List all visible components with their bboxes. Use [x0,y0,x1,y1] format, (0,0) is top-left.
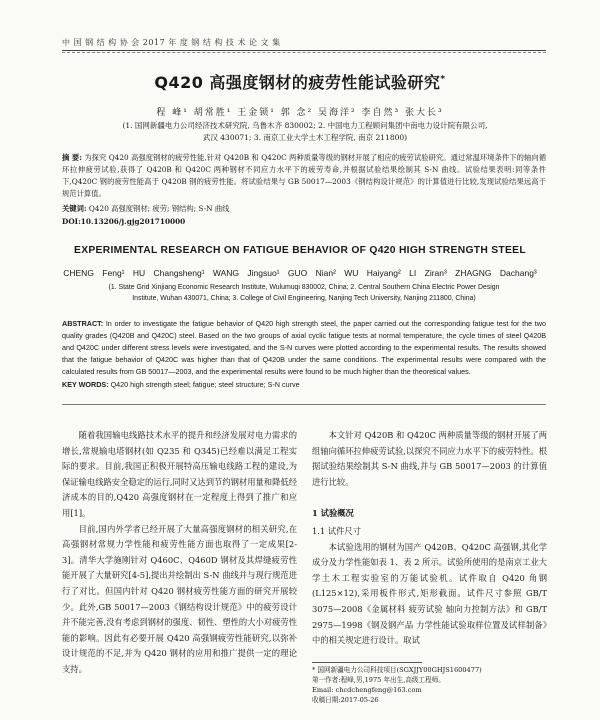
body-paragraph: 目前,国内外学者已经开展了大量高强度钢材的相关研究,在高强钢材常规力学性能和疲劳性能方面也取得了一定成果[2-3]。清华大学施刚针对 Q460C、Q460D 钢材及其焊缝疲劳性能开展了大量研究[4-5],提出并绘制出 S-N 曲线并与现行规范进行了对比。但国内针对 Q420 钢材疲劳性能方面的研究开展较少。此外,GB 50017—2003《钢结构设计规范》中的疲劳设计并不能完善,没有考虑到钢材的强度、韧性、塑性的大小对疲劳性能的影响。因此有必要开展 Q420 高强钢疲劳性能研究,以弥补设计规范的不足,并为 Q420 钢材的应用和推广提供一定的理论支持。 [62,523,297,674]
keywords-label: KEY WORDS: [62,380,109,389]
paper-title-en: EXPERIMENTAL RESEARCH ON FATIGUE BEHAVIOR OF Q420 HIGH STRENGTH STEEL [74,245,526,256]
subsection-heading: 1.1 试件尺寸 [312,525,362,536]
keywords-label: 关键词: [62,204,87,213]
paper-title-cn [0,70,600,93]
footnote-line: * 国网新疆电力公司科技项目(SGXJJY00GHJS1600477) [312,666,482,674]
running-header: 中 国 钢 结 构 协 会 2017 年 度 钢 结 构 技 术 论 文 集 [62,38,281,47]
abstract-en [62,318,546,378]
body-column-left [62,428,297,678]
affiliations-en [70,282,538,304]
body-column-right [312,428,547,649]
header-rule-dashed [62,52,546,53]
abstract-label: ABSTRACT: [62,319,104,328]
authors-en: CHENG Feng¹ HU Changsheng¹ WANG Jingsuo¹ GUO Nian² WU Haiyang² LI Ziran³ ZHAGNG Dachang³ [63,268,537,278]
keywords-text: Q420 高强度钢材; 疲劳; 钢结构; S-N 曲线 [88,204,230,213]
affiliations-cn [70,120,540,144]
title-footnote-mark: * [440,74,446,85]
body-paragraph: 本试验选用的钢材为国产 Q420B、Q420C 高强钢,其化学成分及力学性能如表 1、表 2 所示。试验所使用的是南京工业大学土木工程实验室的万能试验机。试件取自 Q420 角钢(L125×12),采用板件形式,矩形截面。试件尺寸参照 GB/T 3075—2008《金属材料 疲劳试验 轴向力控制方法》和 GB/T 2975—1998《钢及钢产品 力学性能试验取样位置及试样制备》中的相关规定进行设计。取试 [312,541,547,646]
keywords-en [62,379,546,391]
abstract-text: 为探究 Q420 高强度钢材的疲劳性能,针对 Q420B 和 Q420C 两种质量等级的钢材开展了相应的疲劳试验研究。通过常温环境条件下的轴向循环拉伸疲劳试验,获得了 Q420B 和 Q420C 两种钢材不同应力水平下的疲劳寿命,并根据试验结果绘制其 S-N 曲线。试验结果表明:同等条件下,Q420C 钢的疲劳性能高于 Q420B 钢的疲劳性能。将试验结果与 GB 50017—2003《钢结构设计规范》的计算值进行比较,发现试验结果远高于规范计算值。 [62,153,546,198]
keywords-cn [62,203,546,215]
abstract-label: 摘 要: [62,153,82,162]
doi: DOI:10.13206/j.gjg201710000 [62,217,186,226]
section-divider [62,404,546,405]
affiliation-line: (1. 国网新疆电力公司经济技术研究院, 乌鲁木齐 830002; 2. 中国电力工程顾问集团中南电力设计院有限公司, [122,121,488,130]
abstract-cn [62,152,546,200]
abstract-text: In order to investigate the fatigue behavior of Q420 high strength steel, the paper carried out the corresponding fatigue test for the two quality grades (Q420B and Q420C) steel. Based on the two groups of axial cyclic fatigue tests at normal temperature, the cycle times of steel Q420B and Q420C under different stress levels were investigated, and the S-N curves were plotted according to the experimental results. The results showed that the fatigue behavior of Q420C was higher than that of Q420B under the same conditions. The experimental results were compared with the calculated results from GB 50017—2003, and the experimental results were found to be much higher than the theoretical values. [62,319,546,376]
keywords-text: Q420 high strength steel; fatigue; steel structure; S-N curve [110,380,300,389]
authors-cn: 程 峰¹ 胡常胜¹ 王金锁¹ 郭 念² 吴海洋² 李自然³ 张大长³ [156,108,444,118]
section-heading: 1 试验概况 [312,508,354,519]
footnote-line: 第一作者:程峰,男,1975 年出生,高级工程师。 [312,676,445,684]
footnote-rule [312,662,422,663]
footnote-line: Email: chcdchengfeng@163.com [312,686,422,694]
affiliation-line: (1. State Grid Xinjiang Economic Research Institute, Wulumuqi 830002, China; 2. Central Southern China Electric Power Design [108,284,500,291]
affiliation-line: 武汉 430071; 3. 南京工业大学土木工程学院, 南京 211800) [202,133,408,142]
header-rule [62,50,546,51]
body-paragraph: 随着我国输电线路技术水平的提升和经济发展对电力需求的增长,常规输电塔钢材(如 Q235 和 Q345)已经难以满足工程实际的要求。目前,我国正积极开展特高压输电线路工程的建设,为保证输电线路安全稳定的运行,同时又达到节约钢材用量和降低经济成本的目的,Q420 高强度钢材在一定程度上得到了推广和应用[1]。 [62,430,297,518]
footnotes [312,665,547,705]
affiliation-line: Institute, Wuhan 430071, China; 3. College of Civil Engineering, Nanjing Tech University, Nanjing 211800, China) [132,295,476,302]
body-paragraph: 本文针对 Q420B 和 Q420C 两种质量等级的钢材开展了两组轴向循环拉伸疲劳试验,以探究不同应力水平下的疲劳特性。根据试验结果绘制其 S-N 曲线,并与 GB 50017—2003 的计算值进行比较。 [312,430,547,487]
footnote-line: 收稿日期:2017-05-26 [312,696,379,704]
title-text: Q420 高强度钢材的疲劳性能试验研究 [154,73,441,92]
